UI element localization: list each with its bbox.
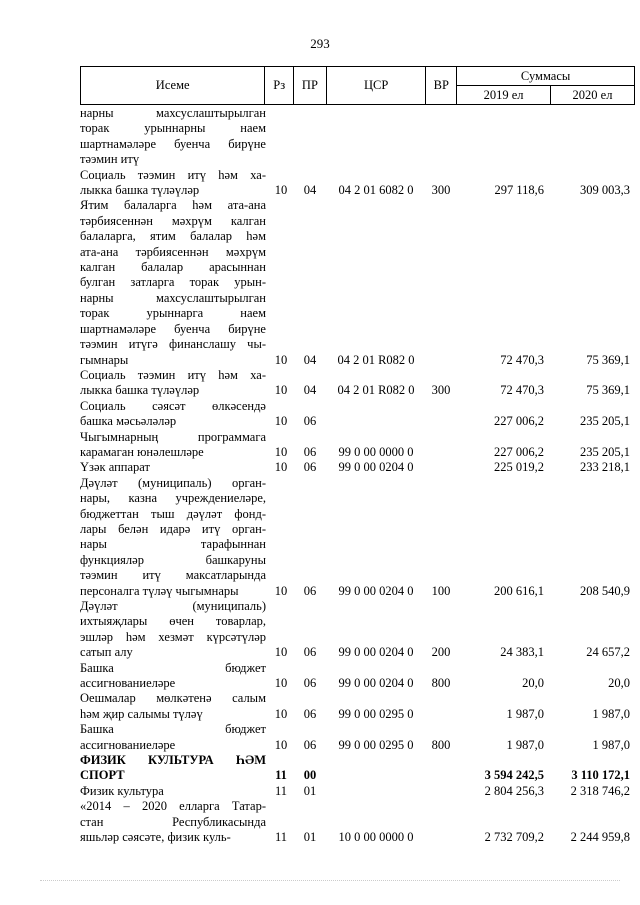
col-name-header: Исеме (81, 67, 265, 105)
cell-y2020: 235 205,1 (580, 414, 630, 429)
cell-rz: 11 (274, 830, 288, 845)
table-row (80, 399, 635, 430)
row-name-line: тәэмин итү максатларында (80, 568, 266, 583)
row-name-line: Ятим балаларга һәм ата-ана (80, 198, 266, 213)
cell-rz: 10 (274, 676, 288, 691)
cell-y2020: 208 540,9 (580, 583, 630, 598)
cell-vr: 300 (431, 183, 451, 198)
footer-rule (40, 880, 620, 881)
row-name-line: балаларга, ятим балалар һәм (80, 229, 266, 244)
row-name-line: башка мәсьәләләр (80, 414, 177, 429)
table-row (80, 784, 635, 799)
row-name-line: лыкка башка түләүләр (80, 183, 200, 198)
cell-y2020: 2 318 746,2 (570, 783, 630, 798)
table-row (80, 476, 635, 599)
cell-rz: 10 (274, 352, 288, 367)
row-name (80, 198, 266, 367)
cell-pr: 04 (303, 183, 317, 198)
cell-rz: 10 (274, 383, 288, 398)
table-row (80, 661, 635, 692)
cell-vr: 200 (431, 645, 451, 660)
cell-rz: 10 (274, 460, 288, 475)
page-number: 293 (310, 36, 330, 51)
row-name-line: гымнары (80, 352, 129, 367)
table-body (80, 106, 635, 846)
row-name-line: нарны махсуслаштырылган (80, 290, 266, 305)
col-2019-header: 2019 ел (457, 86, 551, 105)
cell-y2020: 75 369,1 (586, 383, 630, 398)
row-name-line: Социаль сәясәт өлкәсендә (80, 398, 266, 413)
table-row (80, 799, 635, 845)
cell-y2019: 20,0 (522, 676, 544, 691)
cell-rz: 10 (274, 706, 288, 721)
cell-pr: 06 (303, 737, 317, 752)
cell-y2020: 20,0 (608, 676, 630, 691)
cell-rz: 10 (274, 414, 288, 429)
table-header (80, 66, 635, 105)
row-name-line: Дәүләт (муниципаль) орган- (80, 475, 266, 490)
cell-pr: 06 (303, 676, 317, 691)
table-row (80, 368, 635, 399)
cell-pr: 01 (303, 783, 317, 798)
row-name-line: Физик культура (80, 783, 164, 798)
cell-pr: 06 (303, 645, 317, 660)
col-2020-header: 2020 ел (550, 86, 634, 105)
row-name-line: Башка бюджет (80, 660, 266, 675)
row-name-line: шартнамәләре буенча бирүне (80, 321, 266, 336)
cell-csr: 99 0 00 0000 0 (338, 444, 414, 459)
row-name-line: яшьләр сәясәте, физик куль- (80, 830, 231, 845)
row-name-line: Оешмалар мөлкәтенә салым (80, 691, 266, 706)
cell-csr: 99 0 00 0204 0 (338, 583, 414, 598)
row-name-line: нары, казна учреждениеләре, (80, 491, 266, 506)
table-row (80, 460, 635, 475)
table-row (80, 722, 635, 753)
row-name-line: стан Республикасында (80, 814, 266, 829)
cell-y2020: 233 218,1 (580, 460, 630, 475)
cell-y2019: 2 804 256,3 (484, 783, 544, 798)
row-name-line: торак урыннарга наем (80, 306, 266, 321)
cell-pr: 06 (303, 706, 317, 721)
cell-pr: 06 (303, 414, 317, 429)
cell-vr: 800 (431, 676, 451, 691)
row-name-line: функцияләр башкаруны (80, 552, 266, 567)
row-name-line: тәэмин итү (80, 152, 140, 167)
col-rz-header: Рз (265, 67, 294, 105)
cell-y2019: 297 118,6 (494, 183, 544, 198)
row-name (80, 168, 266, 199)
row-name (80, 106, 266, 168)
cell-y2019: 3 594 242,5 (484, 768, 544, 783)
row-name-line: шартнамәләре буенча бирүне (80, 136, 266, 151)
cell-pr: 04 (303, 383, 317, 398)
cell-csr: 99 0 00 0204 0 (338, 676, 414, 691)
row-name (80, 430, 266, 461)
cell-y2019: 72 470,3 (500, 383, 544, 398)
cell-vr: 800 (431, 737, 451, 752)
row-name-line: эшләр һәм хезмәт күрсәтүләр (80, 629, 266, 644)
col-csr-header: ЦСР (326, 67, 426, 105)
table-row (80, 691, 635, 722)
cell-pr: 06 (303, 460, 317, 475)
cell-rz: 10 (274, 583, 288, 598)
row-name-line: нарны махсуслаштырылган (80, 106, 266, 120)
row-name (80, 399, 266, 430)
cell-pr: 06 (303, 583, 317, 598)
row-name-line: нары тарафыннан (80, 537, 266, 552)
table-row (80, 106, 635, 168)
row-name (80, 368, 266, 399)
cell-rz: 10 (274, 183, 288, 198)
cell-csr: 99 0 00 0295 0 (338, 706, 414, 721)
cell-pr: 06 (303, 444, 317, 459)
row-name-line: лыкка башка түләүләр (80, 383, 200, 398)
cell-y2020: 235 205,1 (580, 444, 630, 459)
row-name-line: ата-ана тәрбиясеннән мәхрүм (80, 244, 266, 259)
row-name (80, 691, 266, 722)
cell-y2019: 227 006,2 (494, 414, 544, 429)
cell-csr: 10 0 00 0000 0 (338, 830, 414, 845)
table-row (80, 430, 635, 461)
table-row (80, 753, 635, 784)
row-name-line: СПОРТ (80, 768, 125, 783)
row-name (80, 753, 266, 784)
cell-rz: 10 (274, 645, 288, 660)
cell-csr: 04 2 01 R082 0 (337, 352, 415, 367)
row-name-line: калган балалар арасыннан (80, 260, 266, 275)
cell-pr: 01 (303, 830, 317, 845)
cell-y2020: 3 110 172,1 (571, 768, 630, 783)
cell-pr: 04 (303, 352, 317, 367)
col-pr-header: ПР (294, 67, 327, 105)
table-row (80, 599, 635, 661)
cell-csr: 04 2 01 R082 0 (337, 383, 415, 398)
cell-csr: 04 2 01 6082 0 (338, 183, 414, 198)
row-name-line: ассигнованиеләре (80, 676, 176, 691)
row-name-line: тәрбиясеннән мәхрүм калган (80, 213, 266, 228)
cell-y2019: 227 006,2 (494, 444, 544, 459)
row-name-line: Башка бюджет (80, 722, 266, 737)
row-name-line: Социаль тәэмин итү һәм ха- (80, 167, 266, 182)
cell-pr: 00 (303, 768, 317, 783)
row-name (80, 460, 266, 475)
cell-y2020: 2 244 959,8 (570, 830, 630, 845)
cell-csr: 99 0 00 0204 0 (338, 460, 414, 475)
cell-rz: 10 (274, 444, 288, 459)
cell-vr: 300 (431, 383, 451, 398)
cell-y2020: 75 369,1 (586, 352, 630, 367)
row-name-line: карамаган юнәлешләре (80, 444, 204, 459)
cell-y2019: 225 019,2 (494, 460, 544, 475)
cell-y2019: 72 470,3 (500, 352, 544, 367)
row-name-line: Чыгымнарның программага (80, 429, 266, 444)
row-name (80, 784, 266, 799)
cell-csr: 99 0 00 0204 0 (338, 645, 414, 660)
table-row (80, 198, 635, 367)
row-name-line: Социаль тәэмин итү һәм ха- (80, 367, 266, 382)
row-name-line: булган затларга торак урын- (80, 275, 266, 290)
row-name-line: лары белән идарә итү орган- (80, 521, 266, 536)
cell-y2020: 1 987,0 (592, 737, 630, 752)
col-sums-header: Суммасы (457, 67, 635, 86)
row-name (80, 722, 266, 753)
row-name-line: һәм җир салымы түләү (80, 706, 203, 721)
row-name-line: ассигнованиеләре (80, 737, 176, 752)
row-name-line: ихтыяҗлары өчен товарлар, (80, 614, 266, 629)
row-name-line: «2014 – 2020 елларга Татар- (80, 799, 266, 814)
cell-y2020: 309 003,3 (580, 183, 630, 198)
cell-rz: 11 (274, 783, 288, 798)
cell-vr: 100 (431, 583, 451, 598)
cell-y2019: 24 383,1 (500, 645, 544, 660)
row-name-line: ФИЗИК КУЛЬТУРА ҺӘМ (80, 753, 266, 768)
cell-rz: 11 (275, 768, 287, 783)
row-name (80, 476, 266, 599)
cell-y2020: 24 657,2 (586, 645, 630, 660)
cell-rz: 10 (274, 737, 288, 752)
row-name-line: бюджеттан тыш дәүләт фонд- (80, 506, 266, 521)
row-name (80, 599, 266, 661)
table-row (80, 168, 635, 199)
row-name (80, 799, 266, 845)
cell-y2019: 1 987,0 (506, 737, 544, 752)
row-name-line: Дәүләт (муниципаль) (80, 599, 266, 613)
cell-y2019: 1 987,0 (506, 706, 544, 721)
cell-y2019: 2 732 709,2 (484, 830, 544, 845)
row-name-line: торак урыннарны наем (80, 121, 266, 136)
cell-csr: 99 0 00 0295 0 (338, 737, 414, 752)
row-name-line: персоналга түләү чыгымнары (80, 583, 239, 598)
cell-y2019: 200 616,1 (494, 583, 544, 598)
row-name-line: тәэмин итүгә финанслашу чы- (80, 337, 266, 352)
cell-y2020: 1 987,0 (592, 706, 630, 721)
col-vr-header: ВР (426, 67, 457, 105)
row-name (80, 661, 266, 692)
row-name-line: сатып алу (80, 645, 133, 660)
row-name-line: Үзәк аппарат (80, 460, 150, 475)
